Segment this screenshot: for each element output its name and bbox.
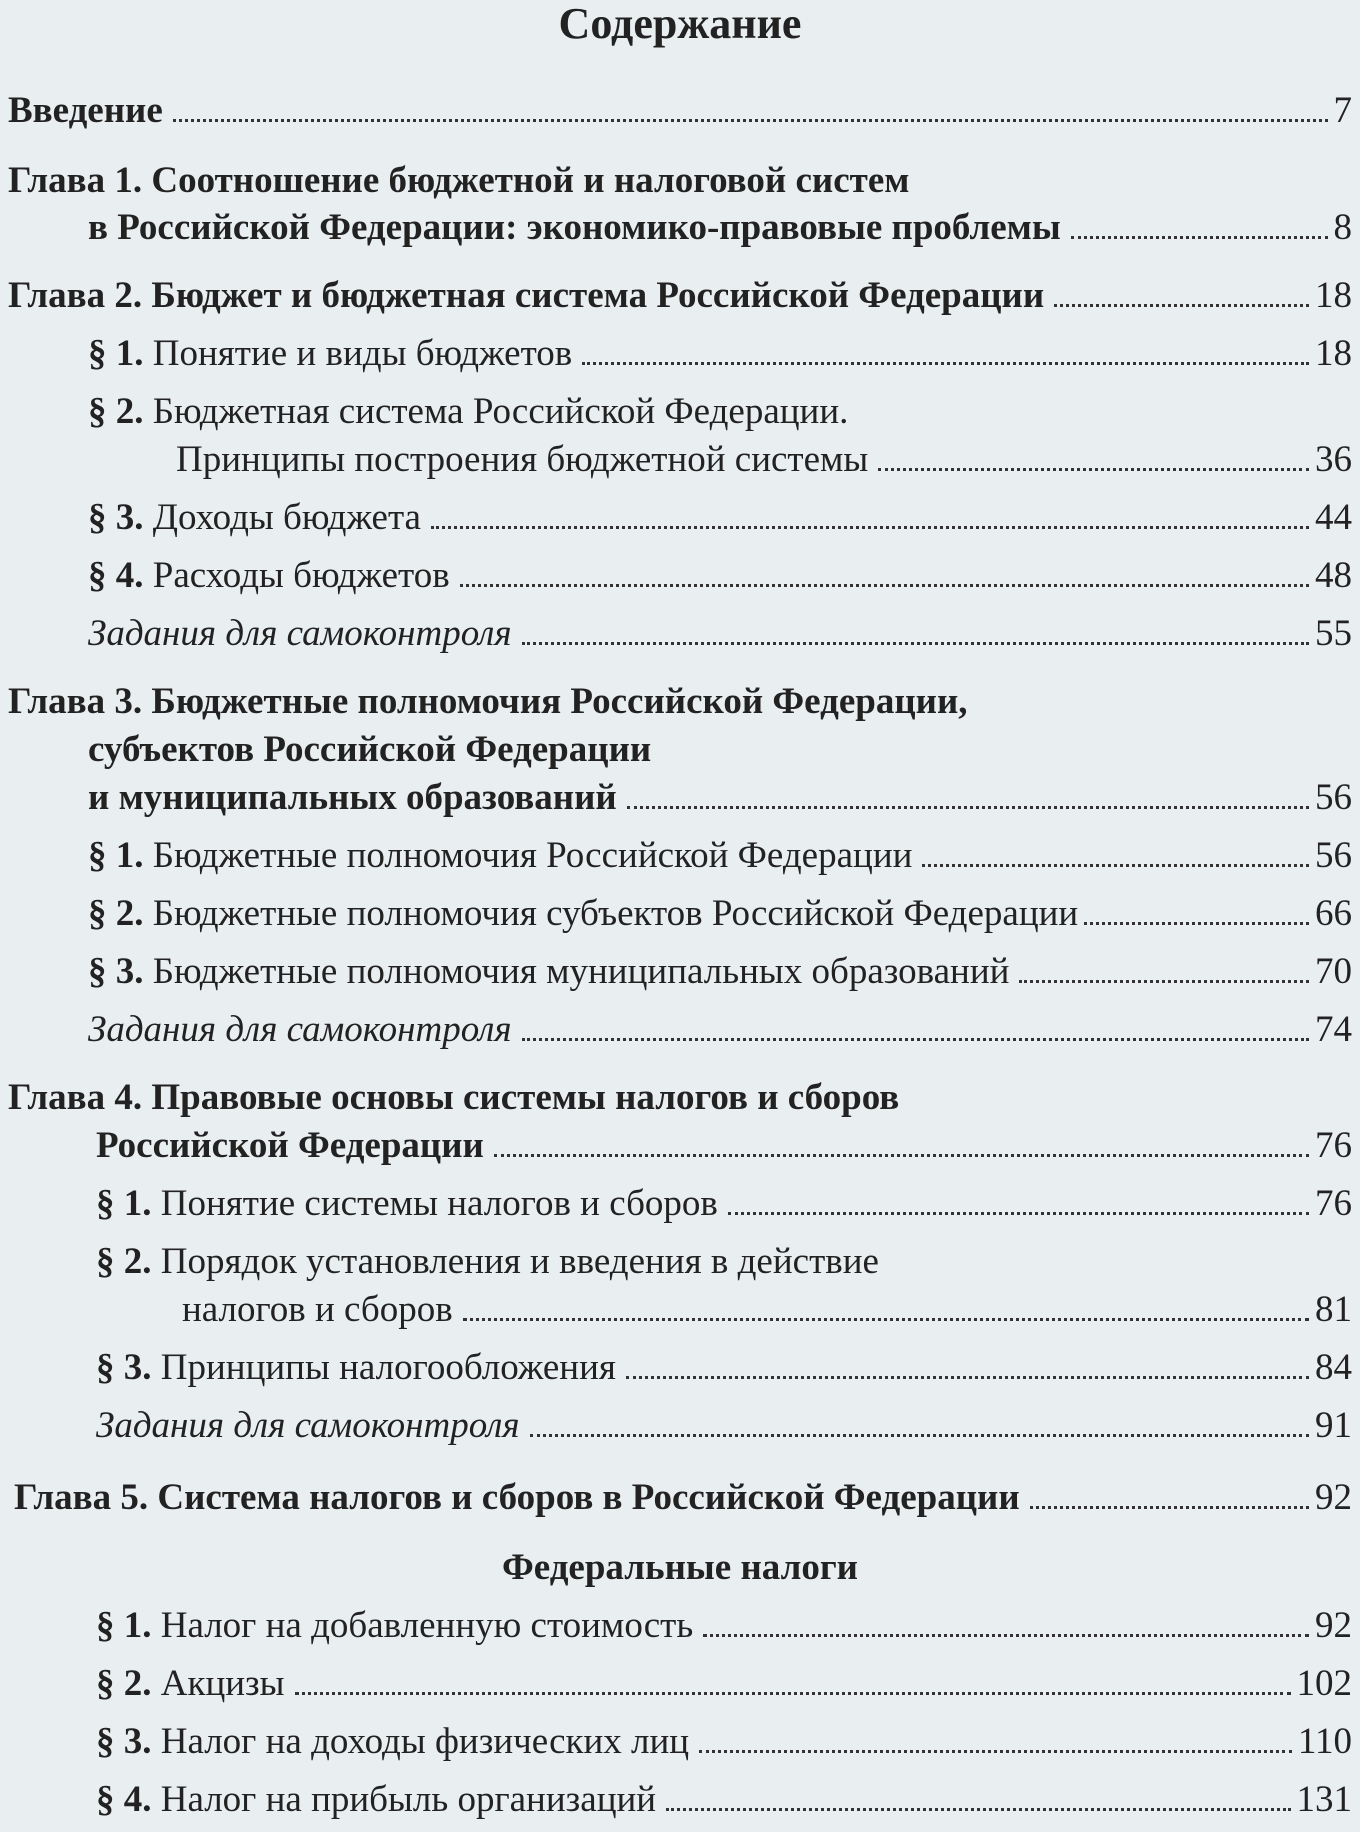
dot-leader <box>922 864 1309 867</box>
dot-leader <box>1071 236 1328 239</box>
toc-entry-ch2-s2-line1 <box>88 389 848 435</box>
toc-page-number: 131 <box>1296 1779 1352 1820</box>
toc-entry-label: Глава 2. Бюджет и бюджетная система Российской Федерации <box>8 275 1045 316</box>
dot-leader <box>1084 922 1309 925</box>
dot-leader <box>878 468 1309 471</box>
toc-entry-label: Доходы бюджета <box>152 497 421 538</box>
dot-leader <box>295 1692 1291 1695</box>
toc-entry-ch4-tasks <box>96 1403 1352 1449</box>
dot-leader <box>703 1634 1309 1637</box>
toc-entry-label: Расходы бюджетов <box>152 555 450 596</box>
dot-leader <box>699 1750 1292 1753</box>
toc-entry-label: Бюджетные полномочия муниципальных образований <box>152 951 1010 992</box>
toc-entry-ch4-s2 <box>182 1287 1352 1333</box>
section-number: § 1. <box>88 333 144 374</box>
dot-leader <box>431 526 1309 529</box>
toc-page-number: 110 <box>1297 1721 1352 1762</box>
toc-page-number: 92 <box>1315 1477 1352 1518</box>
toc-page-number: 92 <box>1315 1605 1352 1646</box>
dot-leader <box>530 1434 1309 1437</box>
toc-entry-intro <box>8 88 1352 134</box>
section-number: § 3. <box>96 1347 152 1388</box>
toc-page-number: 56 <box>1315 777 1352 818</box>
toc-entry-chapter-5 <box>14 1475 1352 1521</box>
toc-entry-label: Глава 5. Система налогов и сборов в Российской Федерации <box>14 1477 1020 1518</box>
toc-entry-ch2-s2 <box>176 437 1352 483</box>
toc-page-number: 44 <box>1315 497 1352 538</box>
toc-page-number: 81 <box>1315 1289 1352 1330</box>
toc-page-number: 7 <box>1333 90 1352 131</box>
section-number: § 3. <box>96 1721 152 1762</box>
toc-entry-label: Бюджетные полномочия субъектов Российской Федерации <box>152 893 1079 934</box>
toc-page-number: 48 <box>1315 555 1352 596</box>
dot-leader <box>582 362 1309 365</box>
dot-leader <box>522 1038 1309 1041</box>
toc-entry-ch4-s2-line1 <box>96 1239 879 1285</box>
section-number: § 4. <box>88 555 144 596</box>
section-number: § 4. <box>96 1779 152 1820</box>
toc-entry-ch2-tasks <box>88 611 1352 657</box>
toc-entry-label: Задания для самоконтроля <box>88 613 512 654</box>
toc-entry-chapter-2 <box>8 273 1352 319</box>
dot-leader <box>627 806 1309 809</box>
toc-entry-ch2-s4 <box>88 553 1352 599</box>
toc-entry-label: Введение <box>8 90 163 131</box>
chapter-4-title-line: Глава 4. Правовые основы системы налогов и сборов <box>8 1077 900 1118</box>
toc-entry-label: Налог на добавленную стоимость <box>160 1605 694 1646</box>
toc-page-number: 76 <box>1315 1183 1352 1224</box>
section-number: § 2. <box>88 893 144 934</box>
toc-entry-label: Бюджетные полномочия Российской Федерации <box>152 835 913 876</box>
section-number: § 3. <box>88 951 144 992</box>
toc-entry-chapter-4 <box>96 1123 1352 1169</box>
toc-entry-label-line1: Порядок установления и введения в действие <box>160 1241 879 1282</box>
toc-entry-ch4-s1 <box>96 1181 1352 1227</box>
subheading-federal-taxes: Федеральные налоги <box>502 1547 858 1588</box>
toc-page-number: 18 <box>1315 275 1352 316</box>
toc-entry-label-line1: Бюджетная система Российской Федерации. <box>152 391 849 432</box>
toc-page-number: 84 <box>1315 1347 1352 1388</box>
chapter-1-title-line: Глава 1. Соотношение бюджетной и налоговой систем <box>8 160 910 201</box>
toc-page-number: 74 <box>1315 1009 1352 1050</box>
toc-page-number: 8 <box>1333 207 1352 248</box>
page-title: Содержание <box>558 0 802 48</box>
toc-page-number: 18 <box>1315 333 1352 374</box>
toc-entry-label: Понятие системы налогов и сборов <box>160 1183 718 1224</box>
toc-entry-ch2-s1 <box>88 331 1352 377</box>
toc-entry-label: и муниципальных образований <box>88 777 617 818</box>
section-number: § 1. <box>96 1183 152 1224</box>
toc-entry-chapter-1 <box>88 205 1352 251</box>
toc-page-number: 55 <box>1315 613 1352 654</box>
toc-page-number: 56 <box>1315 835 1352 876</box>
toc-page-number: 70 <box>1315 951 1352 992</box>
toc-entry-label: в Российской Федерации: экономико-правовые проблемы <box>88 207 1061 248</box>
toc-entry-ch5-s4 <box>96 1777 1352 1823</box>
toc-page-number: 102 <box>1296 1663 1352 1704</box>
toc-entry-label: Налог на прибыль организаций <box>160 1779 657 1820</box>
chapter-3-title-line2: субъектов Российской Федерации <box>88 729 652 770</box>
toc-page-number: 91 <box>1315 1405 1352 1446</box>
dot-leader <box>463 1318 1309 1321</box>
toc-entry-label: Задания для самоконтроля <box>88 1009 512 1050</box>
section-number: § 2. <box>88 391 144 432</box>
toc-entry-label: Акцизы <box>160 1663 285 1704</box>
section-number: § 2. <box>96 1663 152 1704</box>
toc-entry-label: Принципы налогообложения <box>160 1347 616 1388</box>
toc-entry-label: Задания для самоконтроля <box>96 1405 520 1446</box>
toc-entry-label: налогов и сборов <box>182 1289 453 1330</box>
section-number: § 1. <box>88 835 144 876</box>
toc-entry-ch5-s3 <box>96 1719 1352 1765</box>
toc-entry-label: Налог на доходы физических лиц <box>160 1721 690 1762</box>
section-number: § 2. <box>96 1241 152 1282</box>
toc-entry-label: Понятие и виды бюджетов <box>152 333 573 374</box>
dot-leader <box>522 642 1309 645</box>
section-number: § 1. <box>96 1605 152 1646</box>
dot-leader <box>626 1376 1309 1379</box>
dot-leader <box>173 119 1328 122</box>
toc-entry-ch3-s1 <box>88 833 1352 879</box>
toc-entry-ch3-s3 <box>88 949 1352 995</box>
toc-entry-ch3-tasks <box>88 1007 1352 1053</box>
toc-entry-ch5-s1 <box>96 1603 1352 1649</box>
section-number: § 3. <box>88 497 144 538</box>
toc-page-number: 36 <box>1315 439 1352 480</box>
toc-entry-label: Принципы построения бюджетной системы <box>176 439 869 480</box>
dot-leader <box>1054 304 1309 307</box>
chapter-3-title-line1: Глава 3. Бюджетные полномочия Российской Федерации, <box>8 681 968 722</box>
toc-entry-ch4-s3 <box>96 1345 1352 1391</box>
toc-entry-ch2-s3 <box>88 495 1352 541</box>
dot-leader <box>460 584 1309 587</box>
dot-leader <box>1030 1506 1309 1509</box>
toc-entry-chapter-3 <box>88 775 1352 821</box>
toc-entry-ch5-s2 <box>96 1661 1352 1707</box>
dot-leader <box>728 1212 1309 1215</box>
toc-entry-label: Российской Федерации <box>96 1125 484 1166</box>
dot-leader <box>494 1154 1309 1157</box>
toc-page-number: 76 <box>1315 1125 1352 1166</box>
dot-leader <box>1019 980 1309 983</box>
toc-page-number: 66 <box>1315 893 1352 934</box>
toc-entry-ch3-s2 <box>88 891 1352 937</box>
dot-leader <box>666 1808 1290 1811</box>
